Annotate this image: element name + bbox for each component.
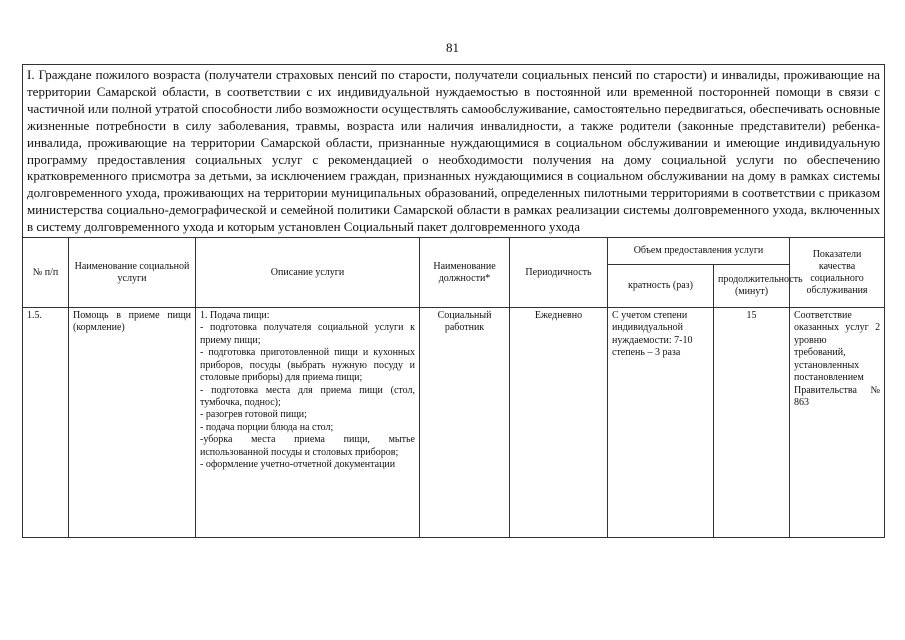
description-line: - подача порции блюда на стол; (200, 421, 334, 433)
header-row-1 (23, 238, 885, 265)
description-line: - подготовка места для приема пищи (стол, тумбочка, поднос); (200, 384, 415, 408)
cell-frequency: С учетом степени индивидуальной нуждаемости: 7-10 степень – 3 раза (608, 308, 714, 538)
page-number: 81 (446, 40, 459, 55)
cell-description (196, 308, 420, 538)
description-line: 1. Подача пищи: (200, 310, 270, 322)
cell-quality: Соответствие оказанных услуг 2 уровню требований, установленных постановлением Правительства № 863 (790, 308, 885, 538)
header-quality: Показатели качества социального обслуживания (790, 238, 885, 308)
header-periodicity: Периодичность (510, 238, 608, 308)
header-duration: продолжительность (минут) (714, 265, 790, 308)
description-line: - подготовка получателя социальной услуги к приему пищи; (200, 322, 415, 346)
cell-position: Социальный работник (420, 308, 510, 538)
header-num: № п/п (23, 238, 69, 308)
category-description: I. Граждане пожилого возраста (получатели страховых пенсий по старости, получатели социальных пенсий по старости) и инвалиды, проживающие на территории Самарской области, в соответствии с их индивидуальной нуждаемостью в постоянной или временной посторонней помощи в связи с частичной или полной утратой способности либо возможности осуществлять самообслуживание, самостоятельно передвигаться, обеспечивать основные жизненные потребности в силу заболевания, травмы, возраста или наличия инвалидности, а также родители (законные представители) ребенка-инвалида, проживающие на территории Самарской области, признанные нуждающимися в социальном обслуживании и имеющие индивидуальную программу предоставления социальных услуг с рекомендацией о необходимости получения на дому социальной услуги по обеспечению кратковременного присмотра за детьми, за исключением граждан, признанных нуждающимися в социальном обслуживании на дому в рамках системы долговременного ухода, проживающих на территории муниципальных образований, определенных пилотными территориями в соответствии с приказом министерства социально-демографической и семейной политики Самарской области в рамках реализации системы долговременного ухода, включенных в систему долговременного ухода и которым установлен Социальный пакет долговременного ухода (23, 65, 885, 238)
cell-duration: 15 (714, 308, 790, 538)
header-position: Наименование должности* (420, 238, 510, 308)
cell-periodicity: Ежедневно (510, 308, 608, 538)
cell-num: 1.5. (23, 308, 69, 538)
description-line: - оформление учетно-отчетной документации (200, 458, 396, 470)
cell-service-name: Помощь в приеме пищи (кормление) (69, 308, 196, 538)
header-description: Описание услуги (196, 238, 420, 308)
intro-row (23, 65, 885, 238)
description-line: -уборка места приема пищи, мытье использованной посуды и столовых приборов; (200, 434, 415, 458)
header-volume: Объем предоставления услуги (608, 238, 790, 265)
description-line: - разогрев готовой пищи; (200, 409, 307, 421)
description-line: - подготовка приготовленной пищи и кухонных приборов, посуды (выбрать нужную посуду и столовые приборы) для приема пищи; (200, 347, 415, 384)
header-frequency: кратность (раз) (608, 265, 714, 308)
services-table (22, 64, 885, 538)
header-service-name: Наименование социальной услуги (69, 238, 196, 308)
table-row (23, 308, 885, 538)
